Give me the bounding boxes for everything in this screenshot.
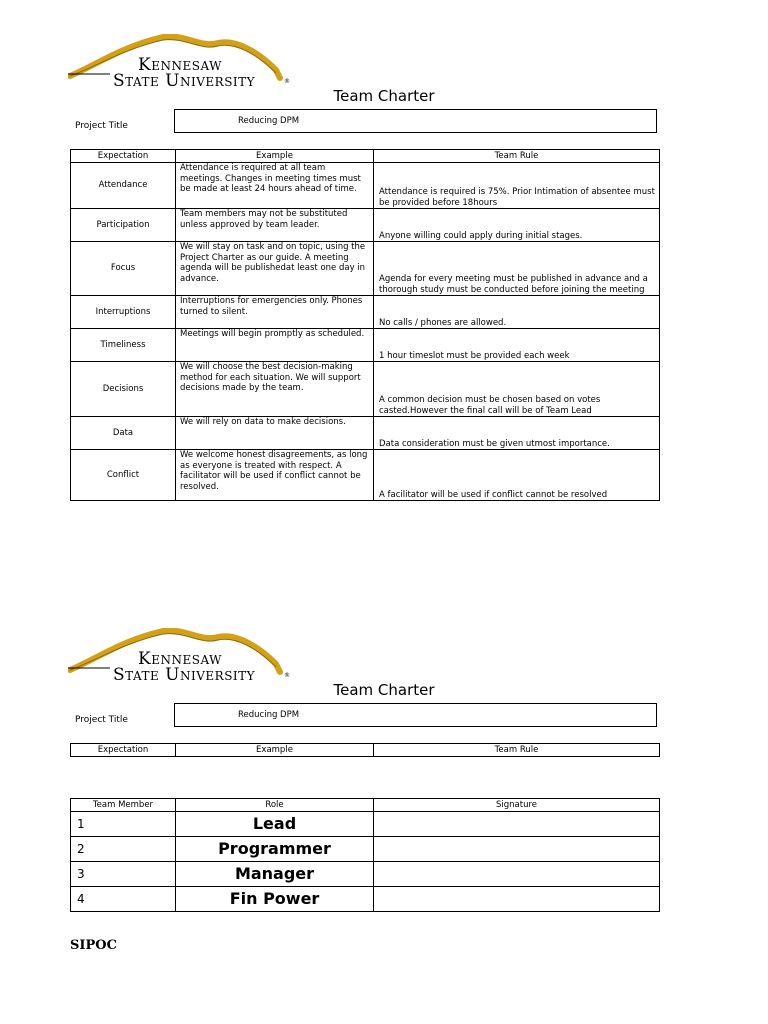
page-title: Team Charter: [333, 87, 435, 105]
table-row: [71, 163, 660, 209]
logo-line-1: Kennesaw: [138, 649, 222, 669]
team-rule-cell: Agenda for every meeting must be published in advance and a thorough study must be conducted before joining the meeting: [374, 242, 660, 296]
team-rule-cell: Data consideration must be given utmost importance.: [374, 417, 660, 450]
member-role: Manager: [176, 862, 374, 887]
table-row: [71, 812, 660, 837]
expectation-cell: Conflict: [71, 450, 176, 501]
example-cell: Attendance is required at all team meetings. Changes in meeting times must be made at least 24 hours ahead of time.: [176, 163, 374, 209]
expectation-cell: Participation: [71, 209, 176, 242]
project-title-value: Reducing DPM: [238, 710, 300, 720]
member-role: Fin Power: [176, 887, 374, 912]
table-row: [71, 209, 660, 242]
member-number: 2: [71, 837, 176, 862]
member-signature[interactable]: [374, 812, 660, 837]
charter-table-header: [70, 743, 660, 757]
header-example: Example: [176, 744, 374, 757]
example-cell: Interruptions for emergencies only. Phones turned to silent.: [176, 296, 374, 329]
header-team-rule: Team Rule: [374, 744, 660, 757]
university-logo: [68, 628, 288, 684]
page-title: Team Charter: [333, 681, 435, 699]
example-cell: Meetings will begin promptly as scheduled.: [176, 329, 374, 362]
team-rule-cell: Attendance is required is 75%. Prior Intimation of absentee must be provided before 18hours: [374, 163, 660, 209]
team-rule-cell: A facilitator will be used if conflict cannot be resolved: [374, 450, 660, 501]
charter-table: [70, 149, 660, 501]
team-rule-cell: No calls / phones are allowed.: [374, 296, 660, 329]
member-number: 3: [71, 862, 176, 887]
table-header-row: [71, 799, 660, 812]
table-header-row: [71, 744, 660, 757]
registered-mark: ®: [284, 78, 290, 85]
university-logo: [68, 34, 288, 90]
expectation-cell: Data: [71, 417, 176, 450]
header-signature: Signature: [374, 799, 660, 812]
table-row: [71, 837, 660, 862]
project-title-value: Reducing DPM: [238, 116, 300, 126]
example-cell: We will rely on data to make decisions.: [176, 417, 374, 450]
table-row: [71, 862, 660, 887]
table-row: [71, 417, 660, 450]
expectation-cell: Decisions: [71, 362, 176, 417]
table-row: [71, 362, 660, 417]
expectation-cell: Timeliness: [71, 329, 176, 362]
registered-mark: ®: [284, 672, 290, 679]
team-rule-cell: A common decision must be chosen based on votes casted.However the final call will be of Team Lead: [374, 362, 660, 417]
team-rule-cell: Anyone willing could apply during initial stages.: [374, 209, 660, 242]
member-number: 1: [71, 812, 176, 837]
header-expectation: Expectation: [71, 150, 176, 163]
expectation-cell: Focus: [71, 242, 176, 296]
logo-line-2: State University: [113, 71, 256, 91]
example-cell: Team members may not be substituted unless approved by team leader.: [176, 209, 374, 242]
project-title-field: [174, 703, 657, 727]
table-row: [71, 242, 660, 296]
example-cell: We welcome honest disagreements, as long as everyone is treated with respect. A facilitator will be used if conflict cannot be resolved.: [176, 450, 374, 501]
logo-line-1: Kennesaw: [138, 55, 222, 75]
table-header-row: [71, 150, 660, 163]
header-example: Example: [176, 150, 374, 163]
member-number: 4: [71, 887, 176, 912]
logo-line-2: State University: [113, 665, 256, 685]
member-signature[interactable]: [374, 887, 660, 912]
member-role: Lead: [176, 812, 374, 837]
header-team-rule: Team Rule: [374, 150, 660, 163]
sipoc-heading: SIPOC: [70, 938, 117, 953]
member-signature[interactable]: [374, 837, 660, 862]
header-team-member: Team Member: [71, 799, 176, 812]
project-title-label: Project Title: [75, 121, 128, 131]
project-title-label: Project Title: [75, 715, 128, 725]
expectation-cell: Attendance: [71, 163, 176, 209]
member-signature[interactable]: [374, 862, 660, 887]
table-row: [71, 296, 660, 329]
table-row: [71, 329, 660, 362]
header-expectation: Expectation: [71, 744, 176, 757]
project-title-field: [174, 109, 657, 133]
example-cell: We will choose the best decision-making method for each situation. We will support decisions made by the team.: [176, 362, 374, 417]
example-cell: We will stay on task and on topic, using the Project Charter as our guide. A meeting agenda will be publishedat least one day in advance.: [176, 242, 374, 296]
table-row: [71, 450, 660, 501]
expectation-cell: Interruptions: [71, 296, 176, 329]
member-role: Programmer: [176, 837, 374, 862]
table-row: [71, 887, 660, 912]
team-rule-cell: 1 hour timeslot must be provided each week: [374, 329, 660, 362]
header-role: Role: [176, 799, 374, 812]
team-members-table: [70, 798, 660, 912]
